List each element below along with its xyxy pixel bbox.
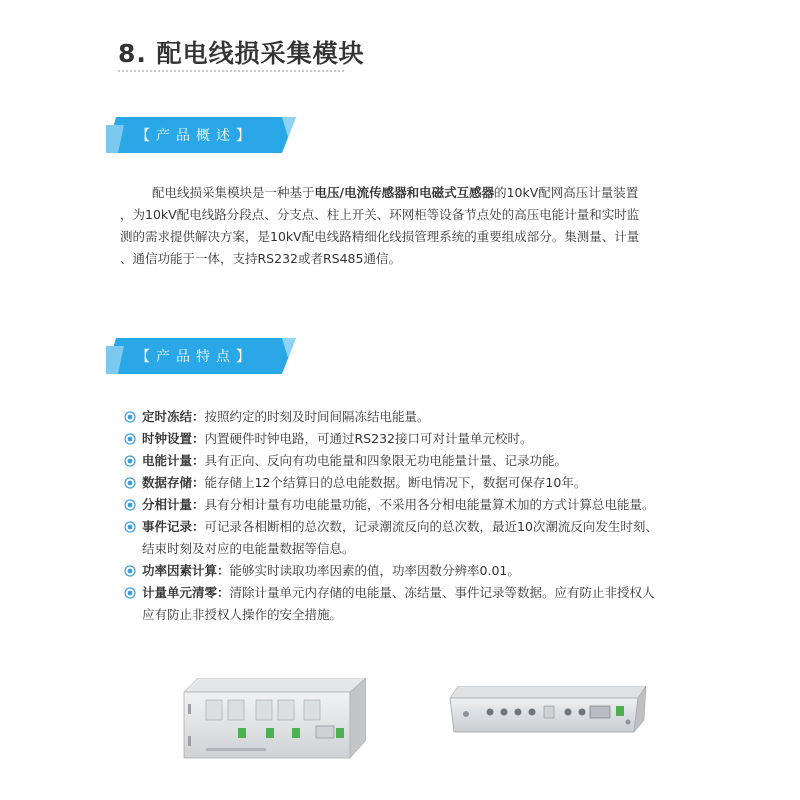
overview-highlight: 电压/电流传感器和电磁式互感器 — [314, 185, 495, 200]
device-image-right — [444, 686, 646, 742]
circle-bullet-icon — [124, 587, 136, 599]
overview-line-3: 测的需求提供解决方案，是10kV配电线路精细化线损管理系统的重要组成部分。集测量、计量 — [120, 229, 640, 244]
features-banner — [106, 338, 296, 374]
circle-bullet-icon — [124, 521, 136, 533]
feature-list — [124, 406, 724, 626]
page-title: 8. 配电线损采集模块 — [118, 39, 365, 68]
overview-paragraph — [120, 182, 710, 270]
circle-bullet-icon — [124, 411, 136, 423]
circle-bullet-icon — [124, 455, 136, 467]
circle-bullet-icon — [124, 433, 136, 445]
feature-item: 分相计量：具有分相计量有功电能量功能，不采用各分相电能量算术加的方式计算总电能量。 — [124, 494, 724, 516]
circle-bullet-icon — [124, 477, 136, 489]
circle-bullet-icon — [124, 499, 136, 511]
features-banner-label: 【产品特点】 — [136, 349, 256, 365]
feature-item: 时钟设置：内置硬件时钟电路，可通过RS232接口可对计量单元校时。 — [124, 428, 724, 450]
title-divider — [118, 70, 344, 72]
feature-item: 事件记录：可记录各相断相的总次数，记录潮流反向的总次数，最近10次潮流反向发生时刻、 结束时刻及对应的电能量数据等信息。 — [124, 516, 724, 560]
overview-banner — [106, 117, 296, 153]
feature-item: 计量单元清零：清除计量单元内存储的电能量、冻结量、事件记录等数据。应有防止非授权人 应有防止非授权人操作的安全措施。 — [124, 582, 724, 626]
feature-item: 数据存储：能存储上12个结算日的总电能数据。断电情况下，数据可保存10年。 — [124, 472, 724, 494]
circle-bullet-icon — [124, 565, 136, 577]
overview-line-1: 配电线损采集模块是一种基于电压/电流传感器和电磁式互感器的10kV配网高压计量装置 — [152, 185, 639, 200]
feature-item: 功率因素计算：能够实时读取功率因素的值，功率因数分辨率0.01。 — [124, 560, 724, 582]
overview-banner-label: 【产品概述】 — [136, 128, 256, 144]
device-image-left — [180, 678, 366, 762]
overview-line-2: ，为10kV配电线路分段点、分支点、柱上开关、环网柜等设备节点处的高压电能计量和实时监 — [120, 207, 640, 222]
overview-line-4: 、通信功能于一体，支持RS232或者RS485通信。 — [120, 251, 401, 266]
feature-item: 电能计量：具有正向、反向有功电能量和四象限无功电能量计量、记录功能。 — [124, 450, 724, 472]
feature-item: 定时冻结：按照约定的时刻及时间间隔冻结电能量。 — [124, 406, 724, 428]
